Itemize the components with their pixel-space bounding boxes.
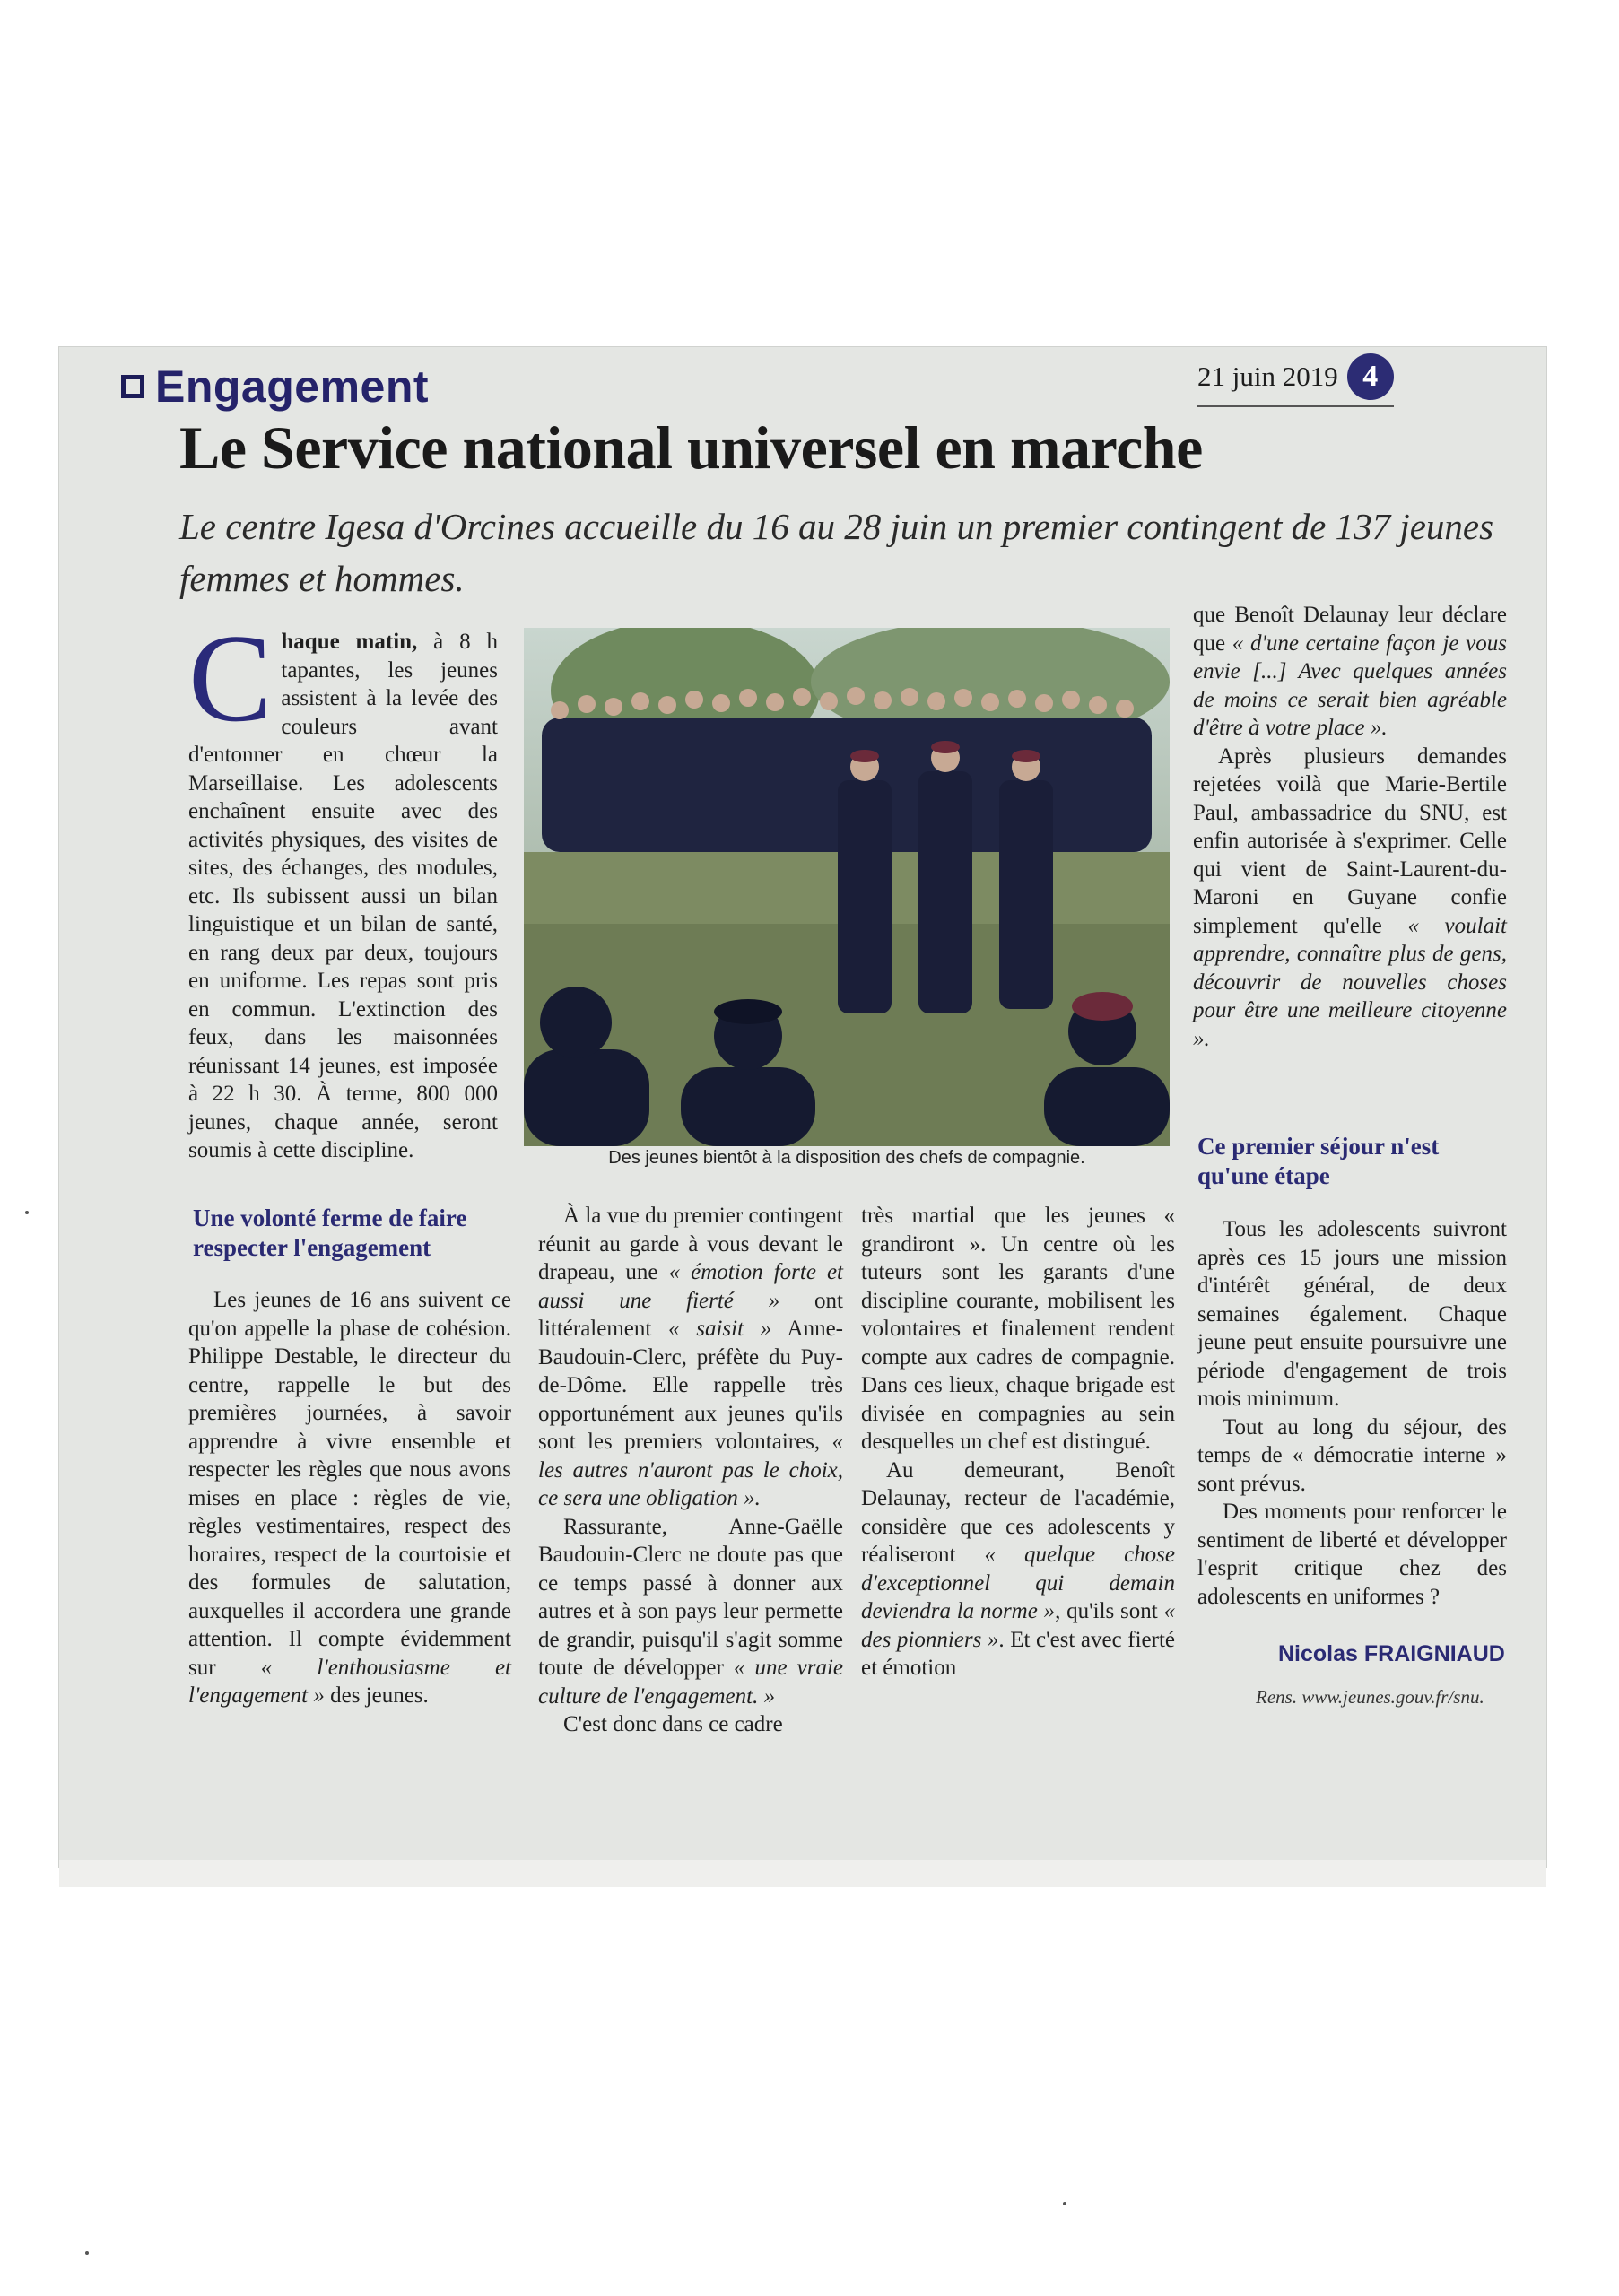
column-d — [1197, 1215, 1507, 1611]
colB-text-2: ont littéralement — [538, 1288, 844, 1341]
column-b — [538, 1202, 843, 1739]
speck — [85, 2251, 89, 2255]
deck: Le centre Igesa d'Orcines accueille du 16 au 28 juin un premier contingent de 137 jeunes femmes et hommes. — [179, 506, 1494, 599]
colB-quote-1: « émotion forte et aussi une fierté » — [538, 1260, 843, 1313]
byline: Nicolas FRAIGNIAUD — [1278, 1641, 1505, 1666]
section-kicker — [121, 361, 429, 413]
date-line — [1197, 352, 1394, 407]
checkbox-square-icon — [121, 375, 144, 398]
col4-p2-text: Après plusieurs demandes rejetées voilà que Marie-Bertile Paul, ambassadrice du SNU, est enfin autorisée à s'exprimer. Celle qui vient de Saint-Laurent-du-Maroni en Guyane confie simplement qu'elle — [1193, 744, 1507, 938]
colB-text-1: À la vue du premier contingent réunit au garde à vous devant le drapeau, une — [538, 1204, 843, 1284]
colD-p3: Des moments pour renforcer le sentiment de liberté et développer l'esprit critique chez des adolescents en uniformes ? — [1197, 1500, 1507, 1609]
subhead-engagement: Une volonté ferme de faire respecter l'engagement — [193, 1205, 467, 1261]
col4-quote: « d'une certaine façon je vous envie [...] Avec quelques années de moins ce serait bien agréable d'être à votre place ». — [1193, 631, 1507, 740]
section-label: Engagement — [155, 361, 430, 412]
column-right-top — [1193, 601, 1507, 1053]
colC-text-2: , qu'ils sont — [1055, 1599, 1164, 1623]
colB-p3: C'est donc dans ce cadre — [563, 1712, 783, 1736]
drop-cap: C — [188, 609, 273, 748]
subhead-sejour: Ce premier séjour n'est qu'une étape — [1197, 1133, 1440, 1189]
colC-quote-2: « des pionniers » — [861, 1599, 1175, 1652]
lead-column — [188, 609, 498, 1165]
column-c — [861, 1202, 1175, 1683]
column-a — [188, 1286, 511, 1710]
colD-p1: Tous les adolescents suivront après ces 15 jours une mission d'intérêt général, de deux semaines également. Chaque jeune peut ensuite poursuivre une période d'engagement de trois mois minimum. — [1197, 1217, 1507, 1411]
info-link: Rens. www.jeunes.gouv.fr/snu. — [1256, 1686, 1484, 1708]
col4-text: que Benoît Delaunay leur déclare que — [1193, 603, 1507, 656]
publication-date: 21 juin 2019 — [1197, 361, 1338, 392]
colA-end: des jeunes. — [324, 1683, 429, 1708]
colB-quote-3: « les autres n'auront pas le choix, ce sera une obligation ». — [538, 1430, 843, 1510]
colB-quote-2: « saisit » — [668, 1317, 772, 1341]
headline: Le Service national universel en marche — [179, 413, 1203, 482]
colA-text: Les jeunes de 16 ans suivent ce qu'on appelle la phase de cohésion. Philippe Destable, le directeur du centre, rappelle le but des premières journées, à savoir apprendre à vivre ensemble et respecter les règles que nous avons mises en place : règles de vie, règles vestimentaires, respect des horaires, respect de la courtoisie et des formules de salutation, auxquelles il accordera une grande attention. Il compte évidemment sur — [188, 1288, 511, 1680]
colD-p2: Tout au long du séjour, des temps de « démocratie interne » sont prévus. — [1197, 1414, 1507, 1496]
lead-text: à 8 h tapantes, les jeunes assistent à la levée des couleurs avant d'entonner en chœur la Marseillaise. Les adolescents enchaînent ensuite avec des activités physiques, des visites de sites, des échanges, des modules, etc. Ils subissent aussi un bilan linguistique et un bilan de santé, en rang deux par deux, toujours en uniforme. Les repas sont pris en commun. L'extinction des feux, dans les maisonnées réunissant 14 jeunes, est imposée à 22 h 30. À terme, 800 000 jeunes, chaque année, seront soumis à cette discipline. — [188, 630, 498, 1162]
colC-text-3: . Et c'est avec fierté et émotion — [861, 1627, 1175, 1680]
colC-p1: très martial que les jeunes « grandiront ». Un centre où les tuteurs sont les garants d'une discipline courante, mobilisent les volontaires et finalement rendent compte aux cadres de compagnie. Dans ces lieux, chaque brigade est divisée en compagnies au sein desquelles un chef est distingué. — [861, 1204, 1175, 1454]
lead-bold: haque matin, — [281, 630, 418, 654]
photo-caption: Des jeunes bientôt à la disposition des chefs de compagnie. — [608, 1148, 1085, 1168]
torn-edge — [59, 1860, 1546, 1887]
colA-quote: « l'enthousiasme et l'engagement » — [188, 1655, 511, 1708]
colC-quote-1: « quelque chose d'exceptionnel qui demain deviendra la norme » — [861, 1543, 1175, 1623]
colB-p2-text: Rassurante, Anne-Gaëlle Baudouin-Clerc ne doute pas que ce temps passé à donner aux autres et à son pays leur permette de grandir, puisqu'il s'agit somme toute de développer — [538, 1514, 843, 1680]
colB-p2-quote: « une vraie culture de l'engagement. » — [538, 1656, 843, 1709]
col4-p2-quote: « voulait apprendre, connaître plus de gens, découvrir de nouvelles choses pour être une meilleure citoyenne ». — [1193, 913, 1507, 1051]
speck — [1063, 2202, 1066, 2205]
colB-text-3: Anne-Baudouin-Clerc, préfète du Puy-de-Dôme. Elle rappelle très opportunément aux jeunes qu'ils sont les premiers volontaires, — [538, 1317, 843, 1454]
group-photo-illustration — [524, 628, 1170, 1146]
speck — [25, 1211, 29, 1214]
colC-text-1: Au demeurant, Benoît Delaunay, recteur de l'académie, considère que ces adolescents y réaliseront — [861, 1457, 1175, 1567]
article-photo — [524, 628, 1170, 1146]
page-number-badge: 4 — [1347, 353, 1394, 400]
